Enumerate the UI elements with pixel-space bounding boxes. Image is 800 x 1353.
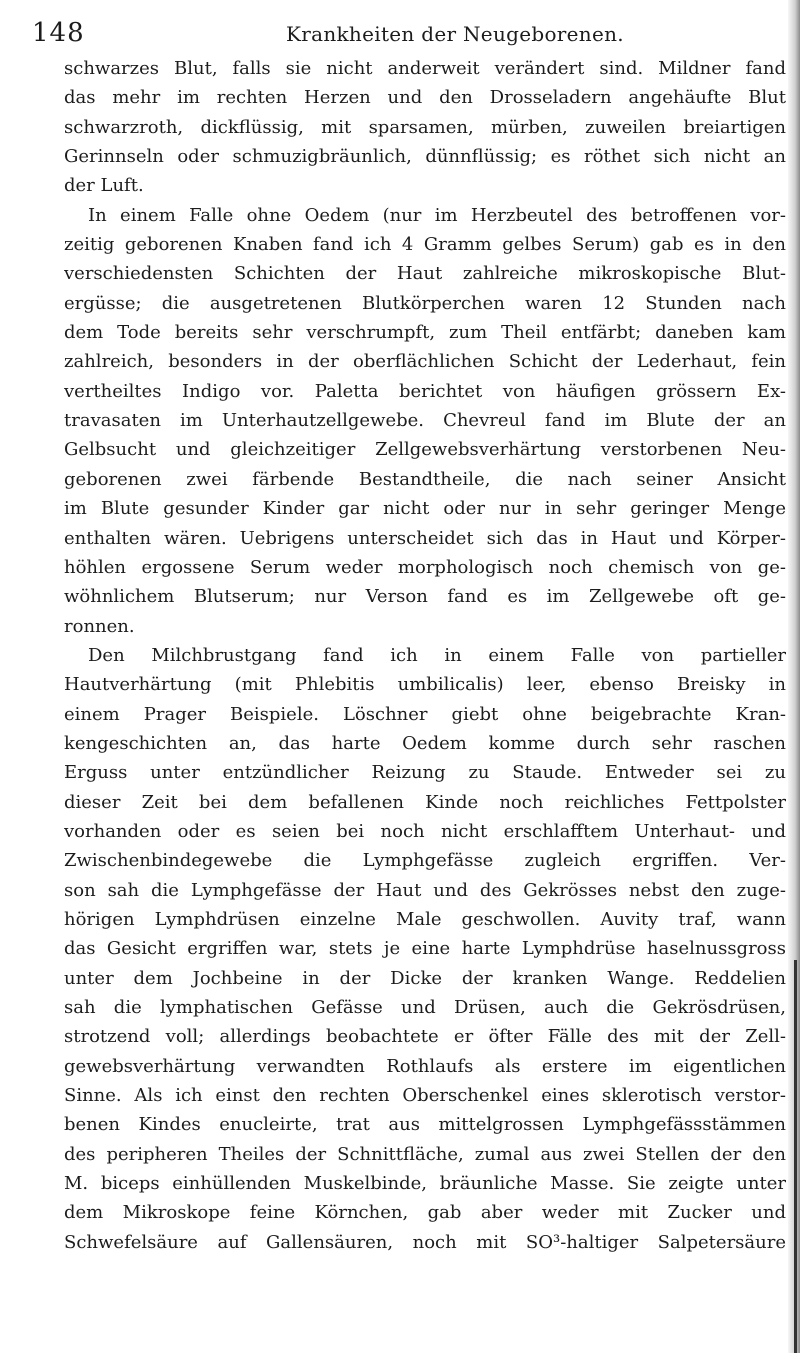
text-line: Schwefelsäure auf Gallensäuren, noch mit SO³-haltiger Salpetersäure bbox=[64, 1231, 786, 1253]
text-line: sah die lymphatischen Gefässe und Drüsen, auch die Gekrösdrüsen, bbox=[64, 997, 786, 1018]
text-line: höhlen ergossene Serum weder morphologisch noch chemisch von ge- bbox=[64, 556, 786, 578]
text-line: des peripheren Theiles der Schnittfläche, zumal aus zwei Stellen der den bbox=[64, 1143, 786, 1165]
page-number: 148 bbox=[32, 18, 85, 48]
text-line: ronnen. bbox=[64, 615, 135, 637]
text-line: ergüsse; die ausgetretenen Blutkörperchen waren 12 Stunden nach bbox=[64, 292, 786, 314]
text-line: zeitig geborenen Knaben fand ich 4 Gramm gelbes Serum) gab es in den bbox=[64, 234, 786, 256]
text-line: gewebsverhärtung verwandten Rothlaufs als erstere im eigentlichen bbox=[64, 1055, 786, 1077]
page-edge-shadow bbox=[788, 0, 800, 1353]
text-line: travasaten im Unterhautzellgewebe. Chevreul fand im Blute der an bbox=[64, 410, 786, 432]
text-line: vorhanden oder es seien bei noch nicht erschlafftem Unterhaut- und bbox=[64, 820, 786, 842]
text-line: enthalten wären. Uebrigens unterscheidet sich das in Haut und Körper- bbox=[64, 527, 786, 549]
text-line: dem Mikroskope feine Körnchen, gab aber weder mit Zucker und bbox=[64, 1202, 786, 1224]
text-line: hörigen Lymphdrüsen einzelne Male geschwollen. Auvity traf, wann bbox=[64, 908, 786, 930]
text-line: das Gesicht ergriffen war, stets je eine harte Lymphdrüse haselnussgross bbox=[64, 938, 786, 960]
text-line: im Blute gesunder Kinder gar nicht oder nur in sehr geringer Menge bbox=[64, 498, 786, 520]
running-head: Krankheiten der Neugeborenen. bbox=[286, 22, 624, 46]
text-line: wöhnlichem Blutserum; nur Verson fand es im Zellgewebe oft ge- bbox=[64, 586, 786, 608]
text-line: verschiedensten Schichten der Haut zahlreiche mikroskopische Blut- bbox=[64, 263, 786, 285]
text-line: dieser Zeit bei dem befallenen Kinde noch reichliches Fettpolster bbox=[64, 791, 786, 813]
text-line: son sah die Lymphgefässe der Haut und des Gekrösses nebst den zuge- bbox=[64, 879, 786, 901]
text-line: schwarzes Blut, falls sie nicht anderweit verändert sind. Mildner fand bbox=[64, 58, 786, 79]
page-header bbox=[30, 18, 770, 58]
text-line: Erguss unter entzündlicher Reizung zu Staude. Entweder sei zu bbox=[64, 762, 786, 784]
text-line: zahlreich, besonders in der oberflächlichen Schicht der Lederhaut, fein bbox=[64, 351, 786, 373]
text-line: geborenen zwei färbende Bestandtheile, die nach seiner Ansicht bbox=[64, 468, 786, 490]
text-line: Den Milchbrustgang fand ich in einem Falle von partieller bbox=[88, 644, 786, 666]
text-line: M. biceps einhüllenden Muskelbinde, bräunliche Masse. Sie zeigte unter bbox=[64, 1173, 786, 1195]
text-line: der Luft. bbox=[64, 175, 144, 197]
text-line: unter dem Jochbeine in der Dicke der kranken Wange. Reddelien bbox=[64, 967, 786, 989]
text-line: Hautverhärtung (mit Phlebitis umbilicalis) leer, ebenso Breisky in bbox=[64, 674, 786, 696]
text-line: kengeschichten an, das harte Oedem komme durch sehr raschen bbox=[64, 732, 786, 754]
text-line: Sinne. Als ich einst den rechten Oberschenkel eines sklerotisch verstor- bbox=[64, 1085, 786, 1107]
text-line: benen Kindes enucleirte, trat aus mittelgrossen Lymphgefässstämmen bbox=[64, 1114, 786, 1136]
text-line: vertheiltes Indigo vor. Paletta berichtet von häufigen grössern Ex- bbox=[64, 380, 786, 402]
text-line: das mehr im rechten Herzen und den Drosseladern angehäufte Blut bbox=[64, 87, 786, 109]
text-line: In einem Falle ohne Oedem (nur im Herzbeutel des betroffenen vor- bbox=[88, 204, 786, 226]
text-line: Gelbsucht und gleichzeitiger Zellgewebsverhärtung verstorbenen Neu- bbox=[64, 439, 786, 461]
text-line: strotzend voll; allerdings beobachtete er öfter Fälle des mit der Zell- bbox=[64, 1026, 786, 1048]
text-line: einem Prager Beispiele. Löschner giebt ohne beigebrachte Kran- bbox=[64, 703, 786, 725]
text-line: Gerinnseln oder schmuzigbräunlich, dünnflüssig; es röthet sich nicht an bbox=[64, 146, 786, 168]
text-line: Zwischenbindegewebe die Lymphgefässe zugleich ergriffen. Ver- bbox=[64, 850, 786, 872]
text-line: dem Tode bereits sehr verschrumpft, zum Theil entfärbt; daneben kam bbox=[64, 322, 786, 344]
text-line: schwarzroth, dickflüssig, mit sparsamen, mürben, zuweilen breiartigen bbox=[64, 116, 786, 138]
body-text bbox=[64, 54, 786, 1257]
